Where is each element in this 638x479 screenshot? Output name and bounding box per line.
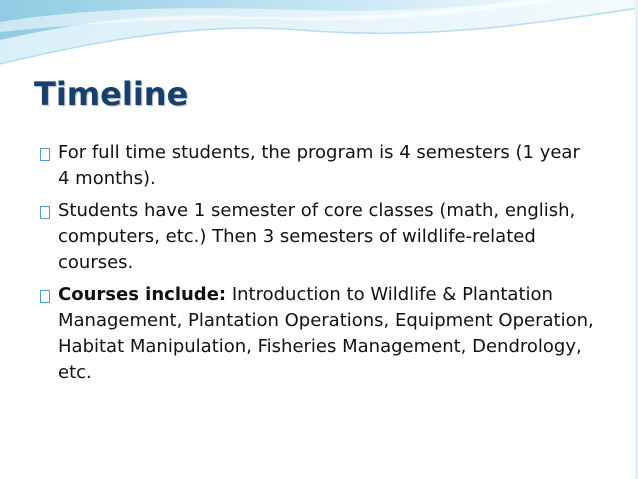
bullet-lead: Courses include:	[58, 284, 227, 305]
bullet-item	[36, 198, 596, 276]
square-outline-bullet-icon	[40, 290, 50, 303]
bullet-item	[36, 140, 596, 192]
bullet-text: For full time students, the program is 4 semesters (1 year 4 months).	[58, 142, 580, 189]
bullet-text: Introduction to Wildlife & Plantation Management, Plantation Operations, Equipment Operation, Habitat Manipulation, Fisheries Management, Dendrology, etc.	[58, 284, 594, 383]
slide-title: Timeline	[34, 75, 189, 113]
square-outline-bullet-icon	[40, 148, 50, 161]
square-outline-bullet-icon	[40, 206, 50, 219]
bullet-item	[36, 282, 596, 386]
bullet-text: Students have 1 semester of core classes (math, english, computers, etc.) Then 3 semesters of wildlife-related courses.	[58, 200, 576, 273]
wave-banner	[0, 0, 638, 80]
bullet-list	[36, 140, 596, 392]
